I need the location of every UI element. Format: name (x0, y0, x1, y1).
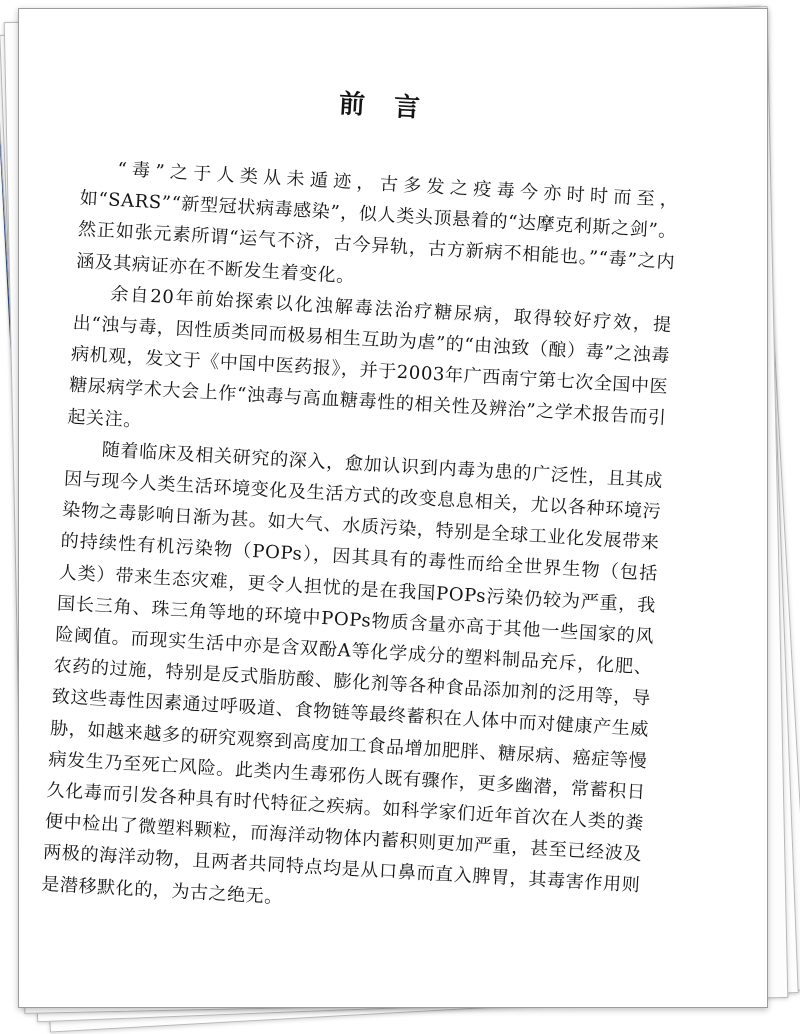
document-page (18, 8, 768, 1008)
page-title: 前 言 (338, 89, 431, 125)
paragraph: 随着临床及相关研究的深入，愈加认识到内毒为患的广泛性，且其成因与现今人类生活环境变化及生活方式的改变息息相关，尤以各种环境污染物之毒影响日渐为甚。如大气、水质污染，特别是全球工业化发展带来的持续性有机污染物（POPs），因其具有的毒性而给全世界生物（包括人类）带来生态灾难，更令人担忧的是在我国POPs污染仍较为严重，我国长三角、珠三角等地的环境中POPs物质含量亦高于其他一些国家的风险阈值。而现实生活中亦是含双酚A等化学成分的塑料制品充斥，化肥、农药的过施，特别是反式脂肪酸、膨化剂等各种食品添加剂的泛用等，导致这些毒性因素通过呼吸道、食物链等最终蓄积在人体中而对健康产生威胁，如越来越多的研究观察到高度加工食品增加肥胖、糖尿病、癌症等慢病发生乃至死亡风险。此类内生毒邪伤人既有骤作，更多幽潜，常蓄积日久化毒而引发各种具有时代特征之疾病。如科学家们近年首次在人类的粪便中检出了微塑料颗粒，而海洋动物体内蓄积则更加严重，甚至已经波及两极的海洋动物，且两者共同特点均是从口鼻而直入脾胃，其毒害作用则是潜移默化的，为古之绝无。 (40, 439, 664, 908)
page-content (41, 69, 685, 933)
paragraph: 余自20年前始探索以化浊解毒法治疗糖尿病，取得较好疗效，提出“浊与毒，因性质类同而极易相生互助为虐”的“由浊致（酿）毒”之浊毒病机观，发文于《中国中医药报》，并于2003年广西南宁第七次全国中医糖尿病学术大会上作“浊毒与高血糖毒性的相关性及辨治”之学术报告而引起关注。 (66, 283, 673, 432)
paragraph: “毒”之于人类从未遁迹，古多发之疫毒今亦时时而至，如“SARS”“新型冠状病毒感染”，似人类头顶悬着的“达摩克利斯之剑”。然正如张元素所谓“运气不济，古今异轨，古方新病不相能也。”“毒”之内涵及其病证亦在不断发生着变化。 (75, 158, 680, 287)
